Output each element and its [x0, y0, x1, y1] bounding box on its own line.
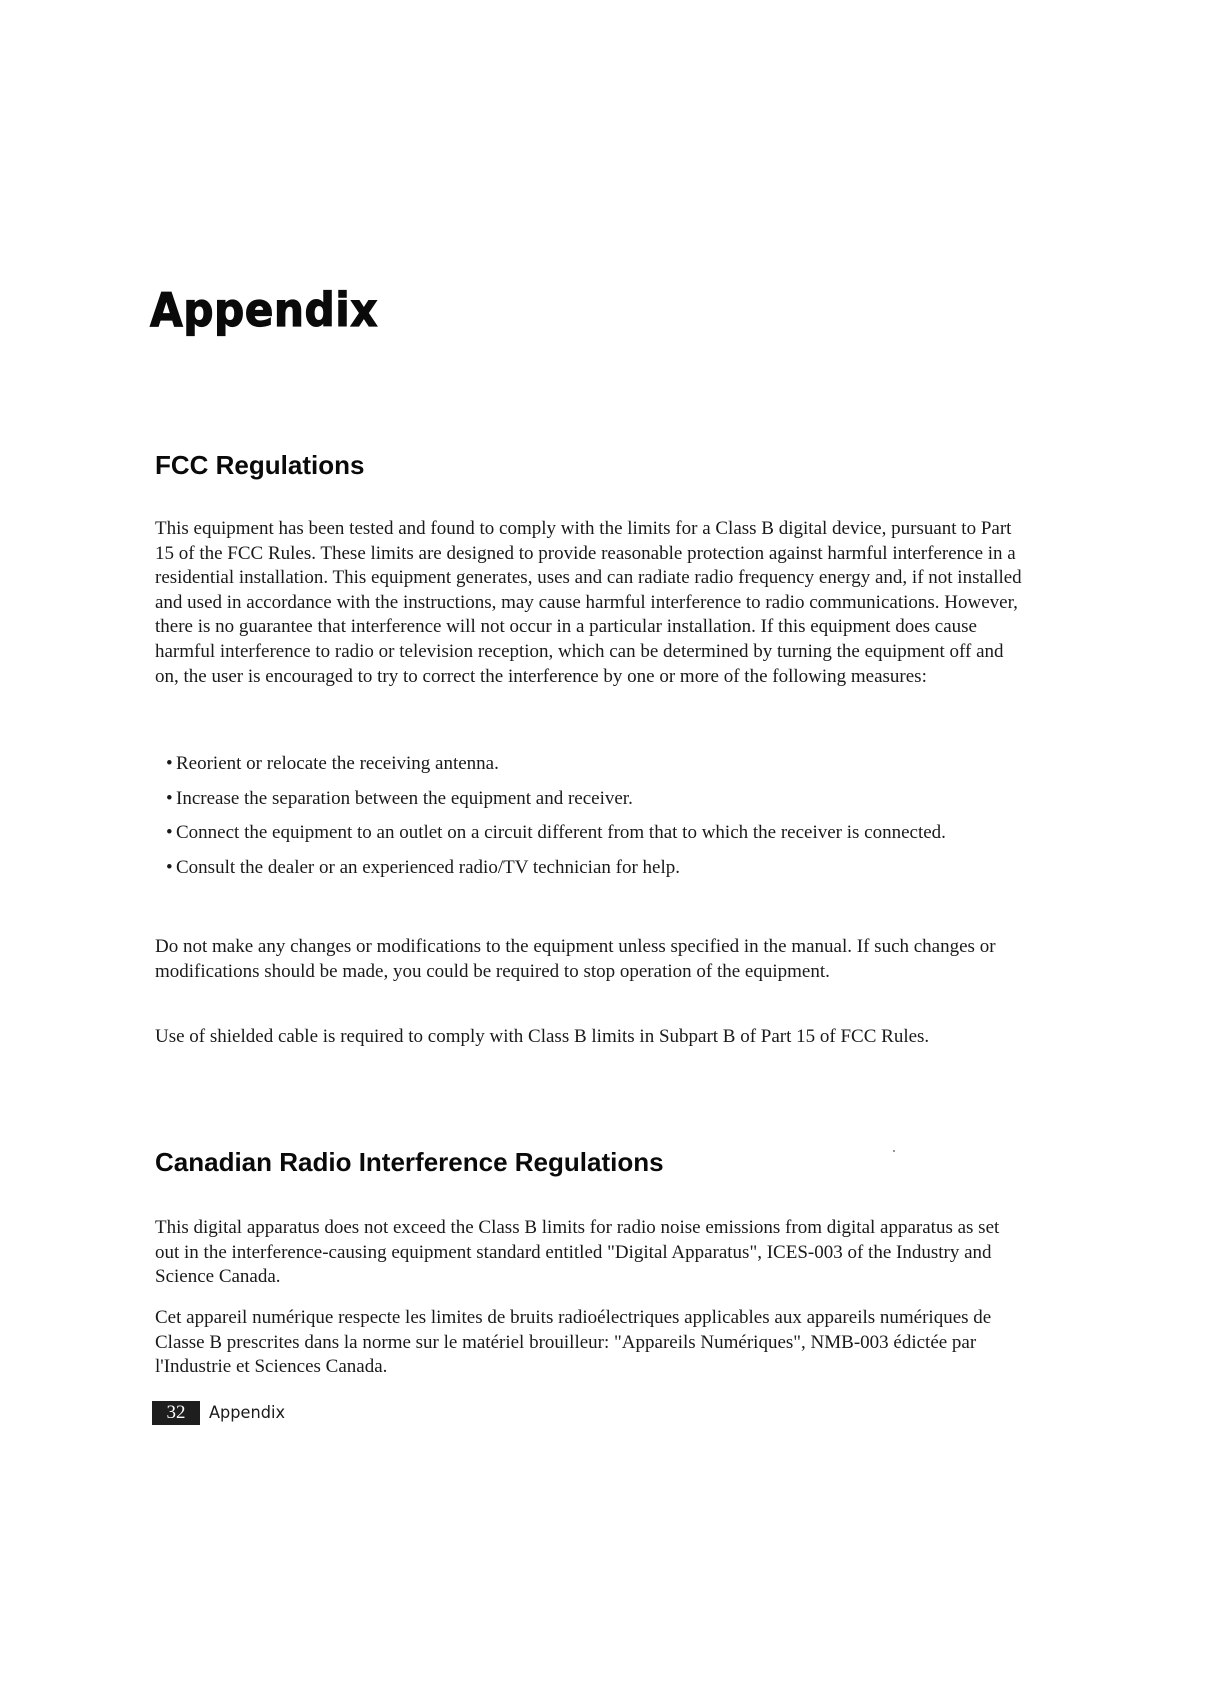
bullet-icon: •	[166, 753, 173, 774]
list-item	[166, 752, 1026, 777]
fcc-intro-paragraph: This equipment has been tested and found to comply with the limits for a Class B digital device, pursuant to Part 15 of the FCC Rules. These limits are designed to provide reasonable protection against harmful interference in a residential installation. This equipment generates, uses and can radiate radio frequency energy and, if not installed and used in accordance with the instructions, may cause harmful interference to radio communications. However, there is no guarantee that interference will not occur in a particular installation. If this equipment does cause harmful interference to radio or television reception, which can be determined by turning the equipment off and on, the user is encouraged to try to correct the interference by one or more of the following measures:	[155, 518, 1022, 687]
fcc-shielded-cable-paragraph: Use of shielded cable is required to comply with Class B limits in Subpart B of Part 15 of FCC Rules.	[155, 1026, 930, 1047]
canada-french-paragraph: Cet appareil numérique respecte les limites de bruits radioélectriques applicables aux appareils numériques de Classe B prescrites dans la norme sur le matériel brouilleur: "Appareils Numériques", NMB-003 édictée par l'Industrie et Sciences Canada.	[155, 1307, 992, 1378]
bullet-icon: •	[166, 787, 173, 809]
bullet-icon: •	[166, 856, 173, 878]
list-item-text: Consult the dealer or an experienced radio/TV technician for help.	[176, 856, 681, 878]
fcc-section-heading: FCC Regulations	[155, 450, 365, 480]
footer-section-label: Appendix	[209, 1403, 286, 1423]
canada-section-heading: Canadian Radio Interference Regulations	[155, 1147, 664, 1177]
list-item-text: Reorient or relocate the receiving antenna.	[176, 753, 499, 774]
list-item	[166, 821, 1026, 846]
chapter-title: Appendix	[150, 283, 378, 337]
list-item	[166, 856, 1026, 881]
canada-english-paragraph: This digital apparatus does not exceed the Class B limits for radio noise emissions from digital apparatus as set out in the interference-causing equipment standard entitled "Digital Apparatus", ICES-003 of the Industry and Science Canada.	[155, 1217, 1000, 1288]
list-item-text: Connect the equipment to an outlet on a circuit different from that to which the receiver is connected.	[176, 822, 946, 844]
scan-speck	[893, 1150, 895, 1152]
fcc-modifications-paragraph: Do not make any changes or modifications to the equipment unless specified in the manual. If such changes or modifications should be made, you could be required to stop operation of the equipment.	[155, 936, 996, 982]
page-number-badge: 32	[152, 1401, 200, 1425]
list-item-text: Increase the separation between the equipment and receiver.	[176, 787, 633, 809]
list-item	[166, 787, 1026, 812]
bullet-icon: •	[166, 822, 173, 844]
fcc-measures-list	[166, 752, 1026, 890]
page-footer	[152, 1400, 289, 1426]
